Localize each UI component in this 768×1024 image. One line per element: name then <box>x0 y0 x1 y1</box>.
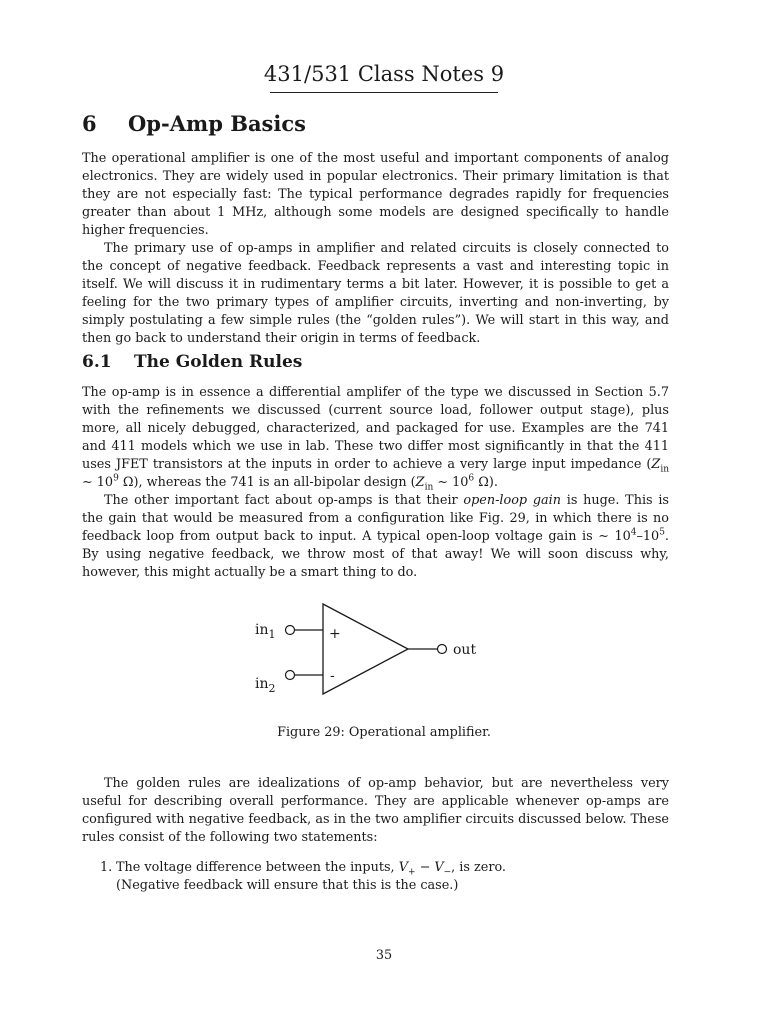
running-header <box>0 60 768 88</box>
v-minus-symbol: V <box>434 860 444 875</box>
output-label: out <box>453 642 477 658</box>
paragraph-3-text-f: Ω). <box>474 475 498 490</box>
zin-symbol: Z <box>651 457 661 472</box>
output-terminal <box>438 645 447 654</box>
amplifier-triangle <box>323 604 408 694</box>
v-minus-subscript: − <box>443 867 452 878</box>
zin-subscript: in <box>660 464 669 475</box>
v-plus-subscript: + <box>407 867 416 878</box>
list-item-text-b: , is zero. <box>451 860 506 875</box>
header-underline <box>270 92 498 93</box>
open-loop-gain-term: open-loop gain <box>463 493 562 508</box>
paragraph-3-text-a: The op-amp is in essence a differential amplifer of the type we discussed in Section 5.7 with the refinements we discussed (current source load, follower output stage), plus more, all nicely debugged, characterized, and packaged for use. Examples are the 741 and 411 models which we use in lab. These two differ most significantly in that the 411 uses JFET transistors at the inputs in order to achieve a very large input impedance ( <box>82 385 669 472</box>
golden-rules-paragraphs <box>82 384 669 582</box>
paragraph-3-text-d: ∼ 10 <box>433 475 469 490</box>
paragraph-1: The operational amplifier is one of the most useful and important components of analog electronics. They are widely used in popular electronics. Their primary limitation is that they are not especially fast: The typical performance degrades rapidly for frequencies greater than about 1 MHz, although some models are designed specifically to handle higher frequencies. <box>82 151 669 238</box>
input-1-label: $in_1$ <box>255 622 276 641</box>
exponent-6: 6 <box>468 473 475 484</box>
zin-symbol-2: Z <box>415 475 425 490</box>
subsection-number: 6.1 <box>82 352 112 372</box>
plus-sign: + <box>329 626 341 642</box>
input-2-terminal <box>286 671 295 680</box>
paragraph-4 <box>82 492 669 582</box>
section-number: 6 <box>82 111 97 136</box>
minus-operator: − <box>415 860 435 875</box>
input-2-label: $in_2$ <box>255 676 276 695</box>
paragraph-3-text-b: ∼ 10 <box>82 475 114 490</box>
list-item-note: (Negative feedback will ensure that this is the case.) <box>116 878 459 893</box>
intro-paragraphs <box>82 150 669 348</box>
paragraph-3 <box>82 384 669 492</box>
exponent-9: 9 <box>113 473 119 484</box>
op-amp-diagram <box>250 596 490 704</box>
paragraph-4-text-a: The other important fact about op-amps is that their <box>104 493 464 508</box>
paragraph-5: The golden rules are idealizations of op-amp behavior, but are nevertheless very useful for describing overall performance. They are applicable whenever op-amps are configured with negative feedback, as in the two amplifier circuits discussed below. These rules consist of the following two statements: <box>82 776 669 845</box>
list-item <box>100 859 670 877</box>
section-heading <box>82 109 682 139</box>
exponent-5: 5 <box>659 527 665 538</box>
list-marker: 1. <box>100 860 113 875</box>
figure-caption: Figure 29: Operational amplifier. <box>277 725 491 740</box>
zin-subscript-2: in <box>424 482 434 493</box>
golden-rules-list <box>100 859 670 895</box>
header-title: 431/531 Class Notes 9 <box>263 62 505 86</box>
v-plus-symbol: V <box>398 860 408 875</box>
list-item-text-a: The voltage difference between the inputs, <box>116 860 399 875</box>
paragraph-4-text-d: . By using negative feedback, we throw most of that away! We will soon discuss why, however, this might actually be a smart thing to do. <box>82 529 669 580</box>
minus-sign: - <box>330 668 335 684</box>
paragraph-2: The primary use of op-amps in amplifier and related circuits is closely connected to the concept of negative feedback. Feedback represents a vast and interesting topic in itself. We will discuss it in rudimentary terms a bit later. However, it is possible to get a feeling for the two primary types of amplifier circuits, inverting and non-inverting, by simply postulating a few simple rules (the “golden rules”). We will start in this way, and then go back to understand their origin in terms of feedback. <box>82 241 669 346</box>
subsection-title: The Golden Rules <box>134 352 303 372</box>
exponent-4: 4 <box>630 527 637 538</box>
paragraph-4-text-c: –10 <box>636 529 660 544</box>
page-number: 35 <box>375 948 393 963</box>
subsection-heading <box>82 349 682 375</box>
section-title: Op-Amp Basics <box>128 111 306 136</box>
paragraph-4-text-b: is huge. This is the gain that would be measured from a configuration like Fig. 29, in which there is no feedback loop from output back to input. A typical open-loop voltage gain is ∼ 10 <box>82 493 669 544</box>
input-1-terminal <box>286 626 295 635</box>
paragraph-3-text-c: Ω), whereas the 741 is an all-bipolar design ( <box>118 475 416 490</box>
